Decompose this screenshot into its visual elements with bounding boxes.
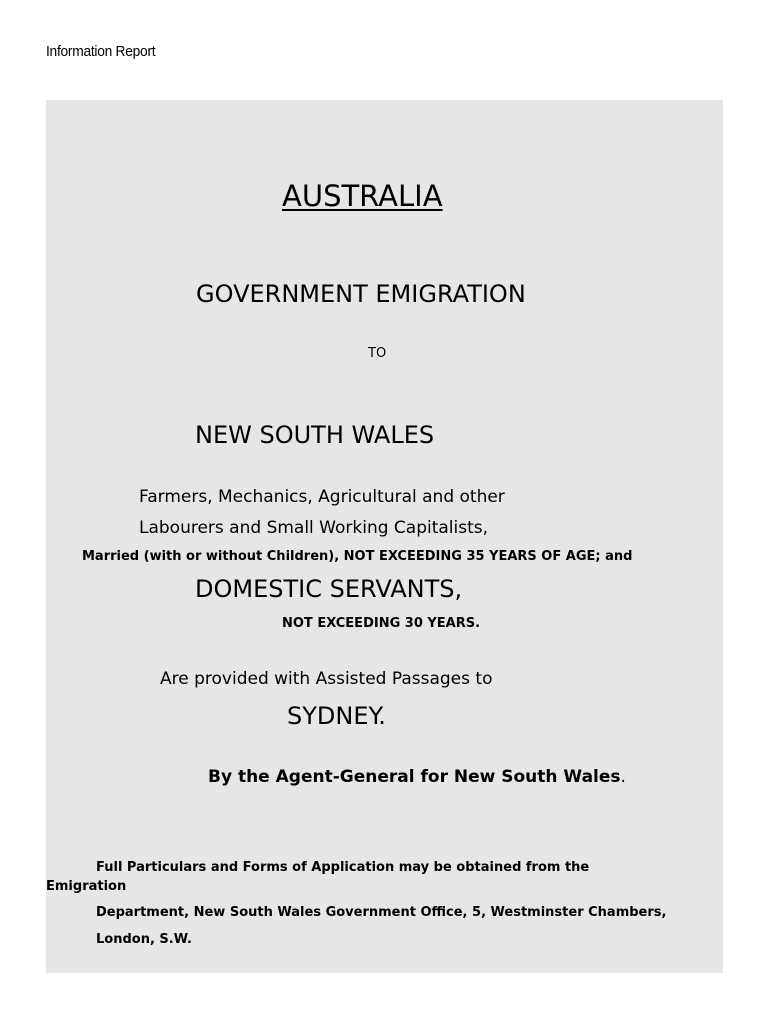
agent-general-period: .: [620, 767, 626, 787]
footer-line-2: Department, New South Wales Government Office, 5, Westminster Chambers,: [96, 905, 667, 920]
heading-government-emigration: GOVERNMENT EMIGRATION: [196, 280, 526, 308]
footer-line-3: London, S.W.: [96, 932, 192, 947]
eligibility-line-1: Farmers, Mechanics, Agricultural and other: [139, 487, 505, 507]
agent-general-line: [208, 769, 626, 786]
age-limit-note: NOT EXCEEDING 30 YEARS.: [282, 616, 481, 631]
document-panel: [46, 100, 723, 973]
agent-general-text: By the Agent-General for New South Wales: [208, 767, 621, 787]
document-header-label: Information Report: [46, 43, 156, 60]
heading-destination: NEW SOUTH WALES: [195, 421, 435, 449]
destination-city: SYDNEY.: [287, 702, 386, 730]
document-title: AUSTRALIA: [282, 179, 443, 213]
married-condition: Married (with or without Children), NOT EXCEEDING 35 YEARS OF AGE; and: [82, 549, 633, 564]
footer-line-1-wrap: Emigration: [46, 879, 127, 894]
footer-line-1: Full Particulars and Forms of Application may be obtained from the: [96, 860, 590, 875]
assisted-passages-line: Are provided with Assisted Passages to: [160, 669, 493, 689]
heading-to: TO: [368, 346, 387, 361]
domestic-servants-heading: DOMESTIC SERVANTS,: [195, 575, 463, 603]
eligibility-line-2: Labourers and Small Working Capitalists,: [139, 518, 489, 538]
